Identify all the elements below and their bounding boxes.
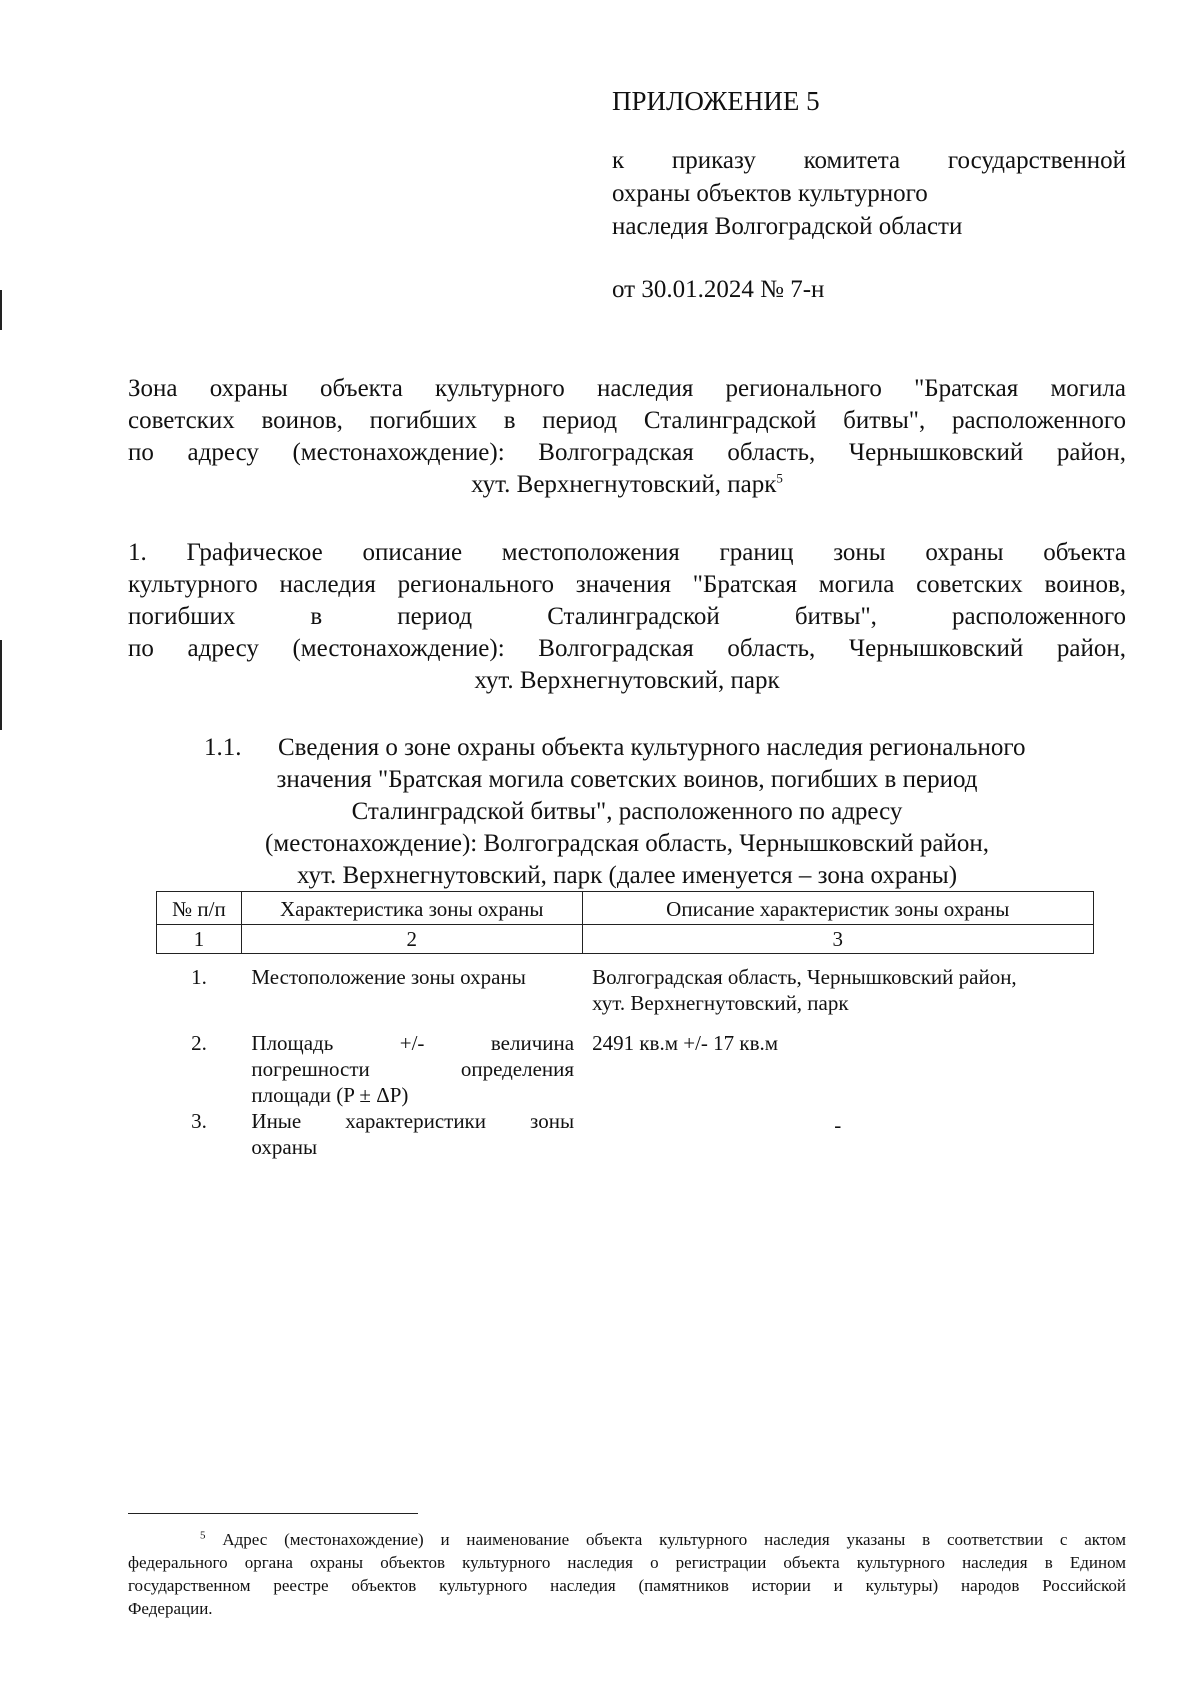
- characteristic-line: Иные характеристики зоны: [251, 1109, 575, 1133]
- description-line: Волгоградская область, Чернышковский район,: [592, 965, 1017, 989]
- footnote-reference[interactable]: 5: [776, 470, 783, 486]
- description-line: 2491 кв.м +/- 17 кв.м: [592, 1031, 779, 1055]
- characteristic-line: охраны: [251, 1135, 318, 1159]
- footnote-line: государственном реестре объектов культурного наследия (памятников истории и культуры) народов Российской: [128, 1576, 1126, 1595]
- table-row: [157, 954, 1094, 1031]
- annex-date: от 30.01.2024 № 7-н: [612, 276, 825, 303]
- zone-characteristics-table: [156, 891, 1094, 1160]
- description-line: хут. Верхнегнутовский, парк: [592, 991, 849, 1015]
- section-1-1-line: хут. Верхнегнутовский, парк (далее именуется – зона охраны): [296, 862, 958, 889]
- column-number: 3: [582, 925, 1093, 954]
- header-number: № п/п: [157, 892, 242, 925]
- heading-last-line: [128, 469, 1126, 501]
- footnote-line: Федерации.: [128, 1599, 213, 1618]
- section-1-1-number: 1.1.: [204, 734, 242, 761]
- row-characteristic: [241, 1030, 582, 1108]
- heading-line: хут. Верхнегнутовский, парк: [471, 471, 777, 498]
- heading-line: Зона охраны объекта культурного наследия регионального "Братская могила: [128, 375, 1126, 402]
- table-column-numbers-row: [157, 925, 1094, 954]
- annex-order-line: охраны объектов культурного: [612, 180, 928, 207]
- characteristic-line: площади (P ± ΔP): [251, 1083, 409, 1107]
- row-characteristic: [241, 954, 582, 1031]
- column-number: 2: [241, 925, 582, 954]
- section-1-line: хут. Верхнегнутовский, парк: [474, 667, 780, 694]
- characteristic-line: Местоположение зоны охраны: [251, 965, 526, 989]
- annex-order-line: наследия Волгоградской области: [612, 213, 963, 240]
- table-row: [157, 1108, 1094, 1160]
- section-1-line: 1. Графическое описание местоположения границ зоны охраны объекта: [128, 539, 1126, 566]
- section-1-1-line: Сведения о зоне охраны объекта культурного наследия регионального: [278, 734, 1026, 761]
- row-number: 2.: [191, 1031, 207, 1055]
- characteristic-line: Площадь +/- величина: [251, 1031, 575, 1055]
- footnote-line: Адрес (местонахождение) и наименование объекта культурного наследия указаны в соответствии с актом: [222, 1530, 1126, 1549]
- section-1-line: культурного наследия регионального значения "Братская могила советских воинов,: [128, 571, 1126, 598]
- section-1-line: по адресу (местонахождение): Волгоградская область, Чернышковский район,: [128, 635, 1126, 662]
- column-number: 1: [157, 925, 242, 954]
- section-1: [128, 537, 1126, 697]
- section-1-1-line: (местонахождение): Волгоградская область, Чернышковский район,: [265, 830, 989, 857]
- annex-order-line: к приказу комитета государственной: [612, 147, 1126, 174]
- section-1-1-line: Сталинградской битвы", расположенного по адресу: [351, 798, 903, 825]
- annex-order-reference: [612, 144, 1126, 243]
- table-row: [157, 1030, 1094, 1108]
- footnote-line: федерального органа охраны объектов культурного наследия о регистрации объекта культурного наследия в Едином: [128, 1553, 1126, 1572]
- table-header-row: [157, 892, 1094, 925]
- scan-edge-mark: [0, 290, 2, 330]
- heading-line: по адресу (местонахождение): Волгоградская область, Чернышковский район,: [128, 439, 1126, 466]
- row-number: 1.: [191, 965, 207, 989]
- footnote-mark: 5: [200, 1529, 206, 1542]
- section-1-line: погибших в период Сталинградской битвы", расположенного: [128, 603, 1126, 630]
- header-characteristic: Характеристика зоны охраны: [241, 892, 582, 925]
- footnote: [128, 1528, 1126, 1620]
- row-description: [582, 954, 1093, 1031]
- footnote-separator: [128, 1513, 418, 1514]
- section-1-1-first-line: [128, 732, 1126, 764]
- row-number: 3.: [191, 1109, 207, 1133]
- row-description: [582, 1030, 1093, 1108]
- section-1-1-line: значения "Братская могила советских воинов, погибших в период: [276, 766, 978, 793]
- scan-edge-mark: [0, 640, 2, 730]
- description-line: -: [834, 1113, 842, 1137]
- document-heading: [128, 373, 1126, 501]
- footnote-first-line: [128, 1528, 1126, 1551]
- header-description: Описание характеристик зоны охраны: [582, 892, 1093, 925]
- section-1-1: [128, 732, 1126, 892]
- row-description: [582, 1108, 1093, 1160]
- row-characteristic: [241, 1108, 582, 1160]
- annex-title: ПРИЛОЖЕНИЕ 5: [612, 86, 820, 116]
- characteristic-line: погрешности определения: [251, 1057, 575, 1081]
- heading-line: советских воинов, погибших в период Сталинградской битвы", расположенного: [128, 407, 1126, 434]
